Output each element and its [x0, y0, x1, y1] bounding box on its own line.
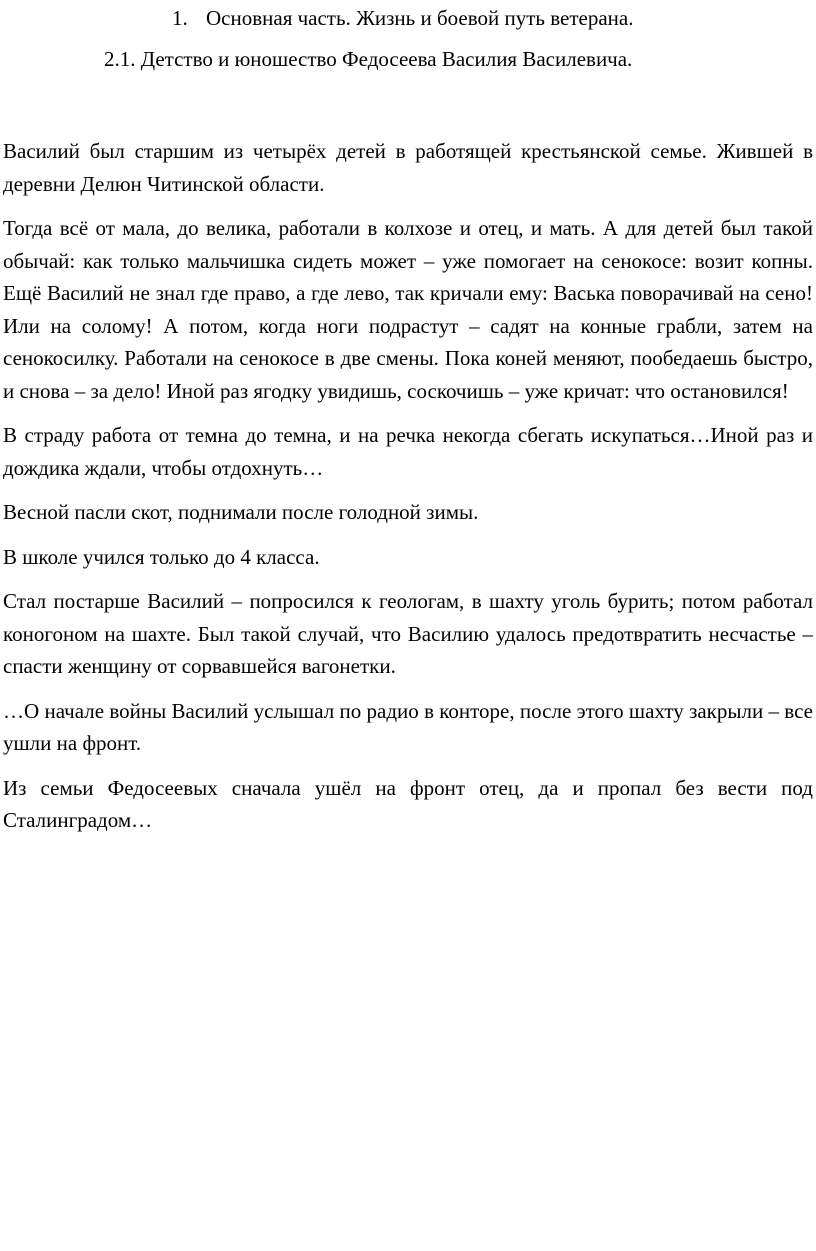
paragraph-1: Василий был старшим из четырёх детей в работящей крестьянской семье. Жившей в деревни Делюн Читинской области.	[3, 139, 813, 196]
paragraph-3: В страду работа от темна до темна, и на речка некогда сбегать искупаться…Иной раз и дождика ждали, чтобы отдохнуть…	[3, 423, 813, 480]
paragraph-2: Тогда всё от мала, до велика, работали в колхозе и отец, и мать. А для детей был такой обычай: как только мальчишка сидеть может – уже помогает на сенокосе: возит копны. Ещё Василий не знал где право, а где лево, так кричали ему: Васька поворачивай на сено! Или на солому! А потом, когда ноги подрастут – садят на конные грабли, затем на сенокосилку. Работали на сенокосе в две смены. Пока коней меняют, пообедаешь быстро, и снова – за дело! Иной раз ягодку увидишь, соскочишь – уже кричат: что остановился!	[3, 216, 813, 403]
paragraph-4: Весной пасли скот, поднимали после голодной зимы.	[3, 500, 479, 524]
section-title: Основная часть. Жизнь и боевой путь ветерана.	[206, 6, 634, 30]
paragraph-8: Из семьи Федосеевых сначала ушёл на фронт отец, да и пропал без вести под Сталинградом…	[3, 775, 813, 832]
paragraph-5: В школе учился только до 4 класса.	[3, 544, 320, 569]
paragraph-7: …О начале войны Василий услышал по радио в конторе, после этого шахту закрыли – все ушли на фронт.	[3, 698, 813, 755]
paragraph-6: Стал постарше Василий – попросился к геологам, в шахту уголь бурить; потом работал коногоном на шахте. Был такой случай, что Василию удалось предотвратить несчастье – спасти женщину от сорвавшейся вагонетки.	[3, 589, 813, 678]
body-text	[3, 135, 813, 849]
subsection-heading: 2.1. Детство и юношество Федосеева Василия Василевича.	[104, 47, 633, 71]
section-number: 1.	[172, 6, 188, 30]
